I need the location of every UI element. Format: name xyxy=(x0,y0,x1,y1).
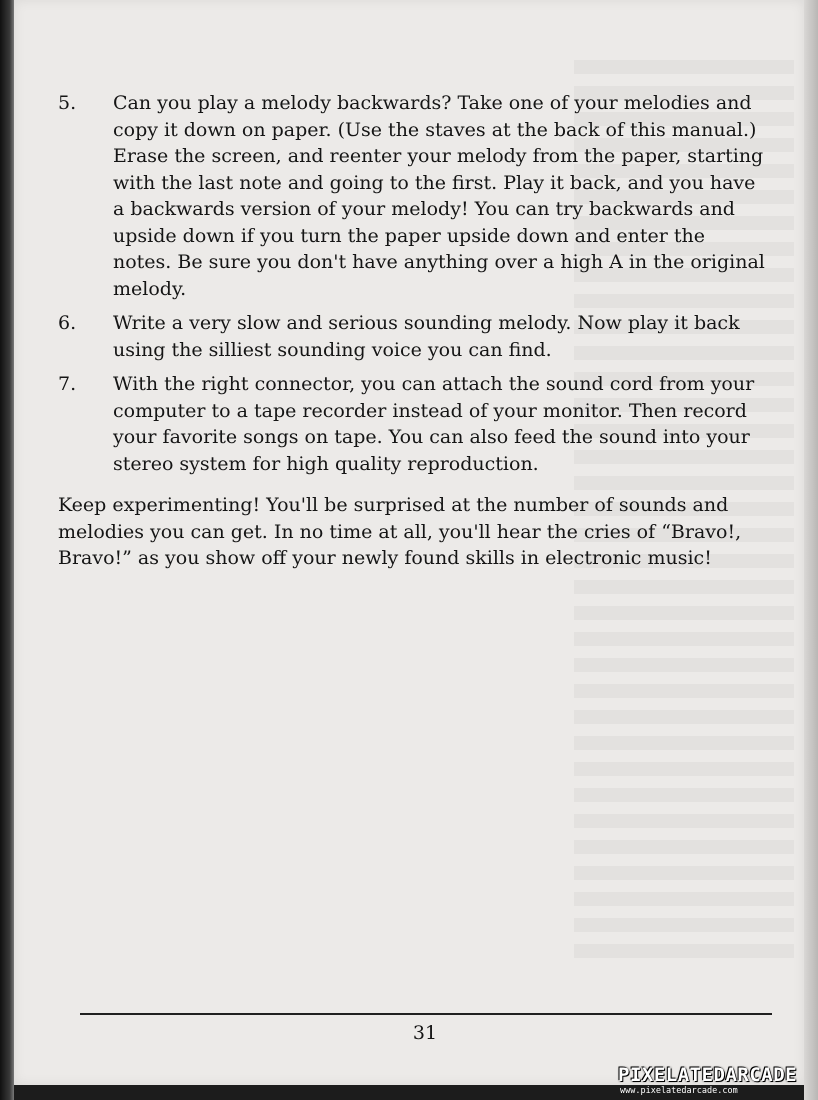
list-number: 5. xyxy=(58,92,77,114)
list-item-5 xyxy=(58,90,768,302)
watermark-logo: PIXELATEDARCADE xyxy=(618,1064,798,1086)
book-spine xyxy=(0,0,14,1100)
list-text: Write a very slow and serious sounding melody. Now play it back using the silliest sounding voice you can find. xyxy=(113,312,740,361)
footer-rule xyxy=(80,1013,772,1015)
list-text: With the right connector, you can attach the sound cord from your computer to a tape recorder instead of your monitor. Then record your favorite songs on tape. You can also feed the sound into your stereo system for high quality reproduction. xyxy=(113,373,755,475)
list-number: 6. xyxy=(58,312,77,334)
list-number: 7. xyxy=(58,373,77,395)
list-text: Can you play a melody backwards? Take one of your melodies and copy it down on paper. (Use the staves at the back of this manual.) Erase the screen, and reenter your melody from the paper, starting with the last note and going to the first. Play it back, and you have a backwards version of your melody! You can try backwards and upside down if you turn the paper upside down and enter the notes. Be sure you don't have anything over a high A in the original melody. xyxy=(113,92,765,300)
list-item-7 xyxy=(58,371,768,477)
page-content xyxy=(58,90,768,591)
list-item-6 xyxy=(58,310,768,363)
page-edge xyxy=(804,0,818,1100)
closing-paragraph: Keep experimenting! You'll be surprised at the number of sounds and melodies you can get. In no time at all, you'll hear the cries of “Bravo!, Bravo!” as you show off your newly found skills in electronic music! xyxy=(58,494,742,569)
watermark-url: www.pixelatedarcade.com xyxy=(620,1086,738,1096)
page-number: 31 xyxy=(412,1022,438,1044)
